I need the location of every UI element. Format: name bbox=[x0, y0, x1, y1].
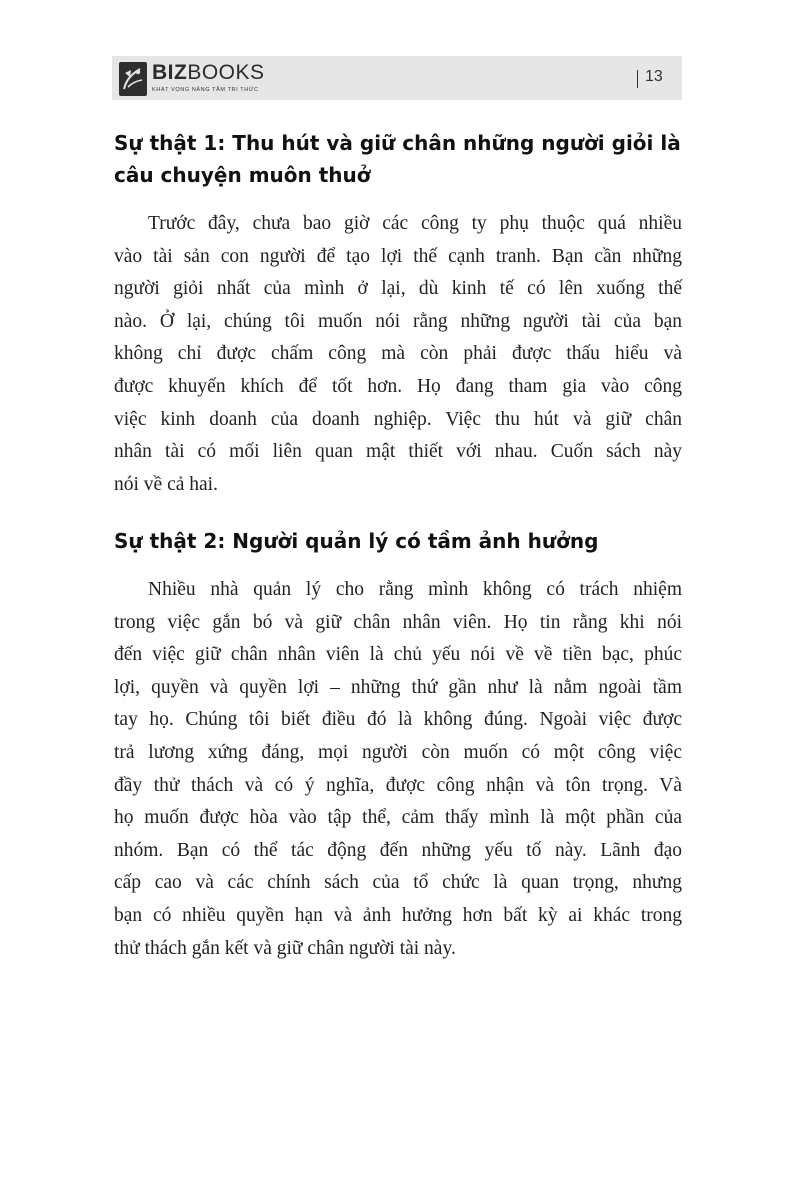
section-paragraph-1 bbox=[114, 208, 682, 501]
paragraph-line: người giỏi nhất của mình ở lại, dù kinh tế có lên xuống thế bbox=[114, 278, 682, 300]
paragraph-line: họ muốn được hòa vào tập thể, cảm thấy mình là một phần của bbox=[114, 807, 682, 829]
paragraph-line: vào tài sản con người để tạo lợi thế cạnh tranh. Bạn cần những bbox=[114, 245, 682, 267]
paragraph-line: được khuyến khích để tốt hơn. Họ đang tham gia vào công bbox=[114, 375, 682, 397]
page-number-divider bbox=[637, 70, 638, 88]
paragraph-line: việc kinh doanh của doanh nghiệp. Việc thu hút và giữ chân bbox=[114, 408, 682, 430]
paragraph-line: Nhiều nhà quản lý cho rằng mình không có trách nhiệm bbox=[148, 579, 682, 600]
paragraph-line: nào. Ở lại, chúng tôi muốn nói rằng những người tài của bạn bbox=[114, 310, 682, 332]
section-heading-2: Sự thật 2: Người quản lý có tầm ảnh hưởng bbox=[114, 529, 599, 553]
paragraph-line: Trước đây, chưa bao giờ các công ty phụ thuộc quá nhiều bbox=[148, 213, 682, 234]
brand-tagline: KHÁT VỌNG NÂNG TẦM TRI THỨC bbox=[152, 87, 259, 93]
paragraph-line: đầy thử thách và có ý nghĩa, được công nhận và tôn trọng. Và bbox=[114, 774, 682, 796]
section-heading-1: Sự thật 1: Thu hút và giữ chân những người giỏi là câu chuyện muôn thuở bbox=[114, 131, 681, 187]
paragraph-line: cấp cao và các chính sách của tổ chức là quan trọng, nhưng bbox=[114, 872, 682, 894]
paragraph-line: bạn có nhiều quyền hạn và ảnh hưởng hơn bất kỳ ai khác trong bbox=[114, 904, 682, 926]
page-number: 13 bbox=[645, 68, 663, 85]
paragraph-line: trả lương xứng đáng, mọi người còn muốn có một công việc bbox=[114, 741, 682, 763]
paragraph-line: đến việc giữ chân nhân viên là chủ yếu nói về về tiền bạc, phúc bbox=[114, 644, 682, 666]
paragraph-line: tay họ. Chúng tôi biết điều đó là không đúng. Ngoài việc được bbox=[114, 709, 682, 731]
section-paragraph-2 bbox=[114, 574, 682, 965]
brand-name: BIZBOOKS bbox=[152, 61, 265, 84]
paragraph-line: không chỉ được chấm công mà còn phải được thấu hiểu và bbox=[114, 343, 682, 365]
paragraph-line: nhóm. Bạn có thể tác động đến những yếu tố này. Lãnh đạo bbox=[114, 839, 682, 861]
paragraph-line: thử thách gắn kết và giữ chân người tài này. bbox=[114, 937, 456, 959]
paragraph-line: trong việc gắn bó và giữ chân nhân viên. Họ tin rằng khi nói bbox=[114, 611, 682, 633]
bizbooks-logo-icon bbox=[118, 61, 148, 97]
paragraph-line: nhân tài có mối liên quan mật thiết với nhau. Cuốn sách này bbox=[114, 441, 682, 463]
paragraph-line: lợi, quyền và quyền lợi – những thứ gần như là nằm ngoài tầm bbox=[114, 676, 682, 698]
paragraph-line: nói về cả hai. bbox=[114, 473, 218, 495]
